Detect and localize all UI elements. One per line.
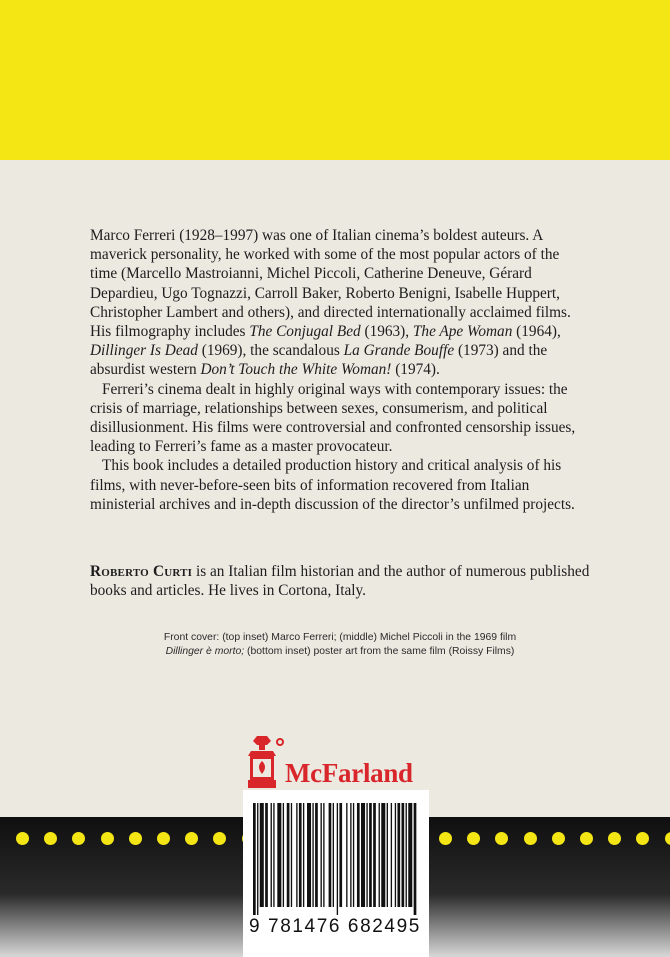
perforation-hole bbox=[524, 832, 537, 845]
barcode-bar bbox=[361, 803, 365, 907]
film-title: Dillinger Is Dead bbox=[90, 342, 198, 360]
perforation-hole bbox=[552, 832, 565, 845]
isbn-barcode bbox=[243, 790, 429, 957]
perforation-hole bbox=[467, 832, 480, 845]
perforation-hole bbox=[608, 832, 621, 845]
barcode-bar bbox=[387, 803, 388, 907]
barcode-bar bbox=[271, 803, 272, 907]
barcode-bar bbox=[265, 803, 268, 907]
barcode-bar bbox=[273, 803, 274, 907]
barcode-bar bbox=[291, 803, 292, 907]
barcode-bar bbox=[369, 803, 372, 907]
description-text: (1969), the scandalous bbox=[197, 342, 344, 360]
publisher-imprint bbox=[243, 734, 433, 790]
barcode-bar bbox=[366, 803, 367, 907]
barcode-bar bbox=[414, 803, 417, 915]
barcode-bar bbox=[299, 803, 302, 907]
barcode-bar bbox=[257, 803, 258, 915]
perforation-hole bbox=[495, 832, 508, 845]
barcode-bar bbox=[391, 803, 392, 907]
barcode-bar bbox=[408, 803, 412, 907]
lantern-logo-icon bbox=[243, 734, 287, 790]
author-bio-text: is an Italian film historian and the author of numerous published books and articles. He lives in Cortona, Italy. bbox=[90, 563, 590, 600]
film-title: Don’t Touch the White Woman! bbox=[200, 361, 392, 379]
barcode-bars bbox=[253, 803, 419, 915]
barcode-bar bbox=[303, 803, 304, 907]
barcode-bar bbox=[406, 803, 407, 907]
description-text: (1964), bbox=[512, 323, 561, 341]
cover-credit-film-title: Dillinger è morto; bbox=[165, 646, 245, 657]
description-text: Marco Ferreri (1928–1997) was one of Italian cinema’s boldest auteurs. A maverick personality, he worked with some of the most popular actors of the time (Marcello Mastroianni, Michel Piccoli, Catherine Deneuve, Gérard Depardieu, Ugo Tognazzi, Carroll Baker, Roberto Benigni, Isabelle Huppert, Christopher Lambert and others), and directed internationally acclaimed films. His filmography includes bbox=[90, 227, 571, 341]
perforation-hole bbox=[439, 832, 452, 845]
book-description bbox=[90, 226, 590, 514]
barcode-bar bbox=[379, 803, 380, 907]
perforation-hole bbox=[72, 832, 85, 845]
barcode-bar bbox=[321, 803, 322, 907]
barcode-bar bbox=[277, 803, 281, 907]
perforation-hole bbox=[44, 832, 57, 845]
barcode-bar bbox=[329, 803, 332, 907]
author-bio bbox=[90, 562, 590, 600]
barcode-bar bbox=[402, 803, 405, 907]
cover-credit-line-2 bbox=[90, 645, 590, 659]
perforation-hole bbox=[213, 832, 226, 845]
barcode-bar bbox=[397, 803, 400, 907]
barcode-bar bbox=[296, 803, 297, 907]
description-paragraph-3: This book includes a detailed production history and critical analysis of his films, with never-before-seen bits of information recovered from Italian ministerial archives and in-depth discussion of the director’s unfilmed projects. bbox=[90, 457, 575, 513]
perforation-hole bbox=[665, 832, 670, 845]
barcode-bar bbox=[287, 803, 290, 907]
perforation-hole bbox=[580, 832, 593, 845]
barcode-bar bbox=[357, 803, 360, 907]
barcode-bar bbox=[339, 803, 342, 907]
perforation-hole bbox=[157, 832, 170, 845]
barcode-bar bbox=[323, 803, 324, 907]
cover-credit bbox=[90, 631, 590, 659]
barcode-bar bbox=[333, 803, 334, 907]
barcode-bar bbox=[315, 803, 318, 907]
barcode-bar bbox=[373, 803, 376, 907]
description-paragraph-1 bbox=[90, 226, 590, 380]
barcode-bar bbox=[381, 803, 385, 907]
description-text: (1974). bbox=[391, 361, 440, 379]
description-text: (1973) and the absurdist western bbox=[90, 342, 548, 379]
perforation-hole bbox=[636, 832, 649, 845]
film-title: La Grande Bouffe bbox=[343, 342, 455, 360]
barcode-bar bbox=[395, 803, 396, 907]
isbn-number: 9 781476 682495 bbox=[249, 916, 421, 937]
perforation-hole bbox=[101, 832, 114, 845]
description-paragraph-2: Ferreri’s cinema dealt in highly original ways with contemporary issues: the crisis of marriage, relationships between sexes, consumerism, and political disillusionment. His films were controversial and confronted censorship issues, leading to Ferreri’s fame as a master provocateur. bbox=[90, 380, 576, 456]
film-title: The Conjugal Bed bbox=[249, 323, 361, 341]
perforation-hole bbox=[16, 832, 29, 845]
publisher-name: McFarland bbox=[285, 758, 413, 788]
cover-credit-line-2-rest: (bottom inset) poster art from the same film (Roissy Films) bbox=[244, 646, 515, 657]
perforation-hole bbox=[129, 832, 142, 845]
barcode-bar bbox=[283, 803, 284, 907]
barcode-bar bbox=[337, 803, 338, 915]
description-text: (1963), bbox=[360, 323, 413, 341]
barcode-bar bbox=[253, 803, 256, 915]
film-title: The Ape Woman bbox=[412, 323, 513, 341]
perforation-hole bbox=[185, 832, 198, 845]
barcode-bar bbox=[353, 803, 354, 907]
top-yellow-band bbox=[0, 0, 670, 160]
barcode-bar bbox=[260, 803, 264, 907]
barcode-bar bbox=[312, 803, 313, 907]
barcode-bar bbox=[307, 803, 311, 907]
cover-credit-line-1: Front cover: (top inset) Marco Ferreri; (middle) Michel Piccoli in the 1969 film bbox=[163, 632, 517, 643]
author-name: Roberto Curti bbox=[90, 563, 193, 580]
barcode-bar bbox=[346, 803, 347, 907]
barcode-bar bbox=[350, 803, 351, 907]
